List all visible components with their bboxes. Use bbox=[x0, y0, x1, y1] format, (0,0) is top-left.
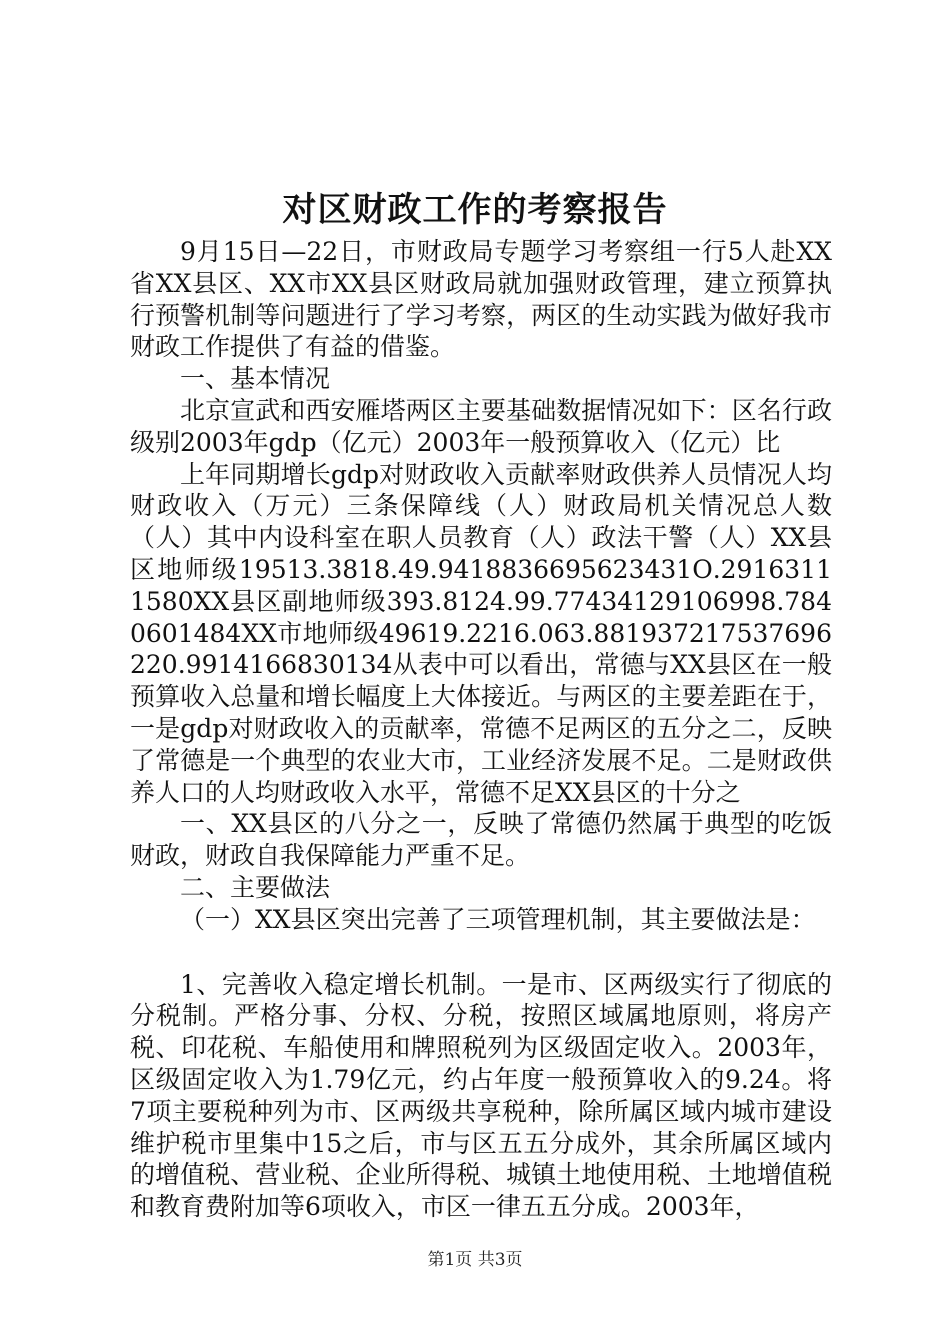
heading-main-practices: 二、主要做法 bbox=[180, 872, 331, 902]
document-title: 对区财政工作的考察报告 bbox=[282, 190, 668, 230]
paragraph-comparison: 一、XX县区的八分之一，反映了常德仍然属于典型的吃饭财政，财政自我保障能力严重不足。 bbox=[130, 809, 832, 871]
paragraph-revenue-mechanism: 1、完善收入稳定增长机制。一是市、区两级实行了彻底的分税制。严格分事、分权、分税，按照区域属地原则，将房产税、印花税、车船使用和牌照税列为区级固定收入。2003年，区级固定收入为1.79亿元，约占年度一般预算收入的9.24。将7项主要税种列为市、区两级共享税种，除所属区域内城市建设维护税市里集中15之后，市与区五五分成外，其余所属区域内的增值税、营业税、企业所得税、城镇土地使用税、土地增值税和教育费附加等6项收入，市区一律五五分成。2003年， bbox=[130, 969, 832, 1222]
paragraph-basic-data: 北京宣武和西安雁塔两区主要基础数据情况如下：区名行政级别2003年gdp（亿元）2003年一般预算收入（亿元）比 bbox=[130, 395, 832, 457]
subheading-three-mechanisms: （一）XX县区突出完善了三项管理机制，其主要做法是： bbox=[180, 904, 816, 934]
page-number: 第1页 共3页 bbox=[427, 1250, 523, 1270]
paragraph-intro: 9月15日—22日，市财政局专题学习考察组一行5人赴XX省XX县区、XX市XX县区财政局就加强财政管理，建立预算执行预警机制等问题进行了学习考察，两区的生动实践为做好我市财政工作提供了有益的借鉴。 bbox=[130, 237, 832, 362]
heading-basic-situation: 一、基本情况 bbox=[180, 364, 331, 394]
paragraph-data-table-text: 上年同期增长gdp对财政收入贡献率财政供养人员情况人均财政收入（万元）三条保障线（人）财政局机关情况总人数（人）其中内设科室在职人员教育（人）政法干警（人）XX县区地师级19513.3818.49.9418836695623431О.29163111580XX县区副地师级393.8124.99.77434129106998.7840601484XX市地师级49619.2216.063.881937217537696220.9914166830134从表中可以看出，常德与XX县区在一般预算收入总量和增长幅度上大体接近。与两区的主要差距在于，一是gdp对财政收入的贡献率，常德不足两区的五分之二，反映了常德是一个典型的农业大市，工业经济发展不足。二是财政供养人口的人均财政收入水平，常德不足XX县区的十分之 bbox=[130, 459, 832, 807]
document-body bbox=[130, 236, 832, 1223]
